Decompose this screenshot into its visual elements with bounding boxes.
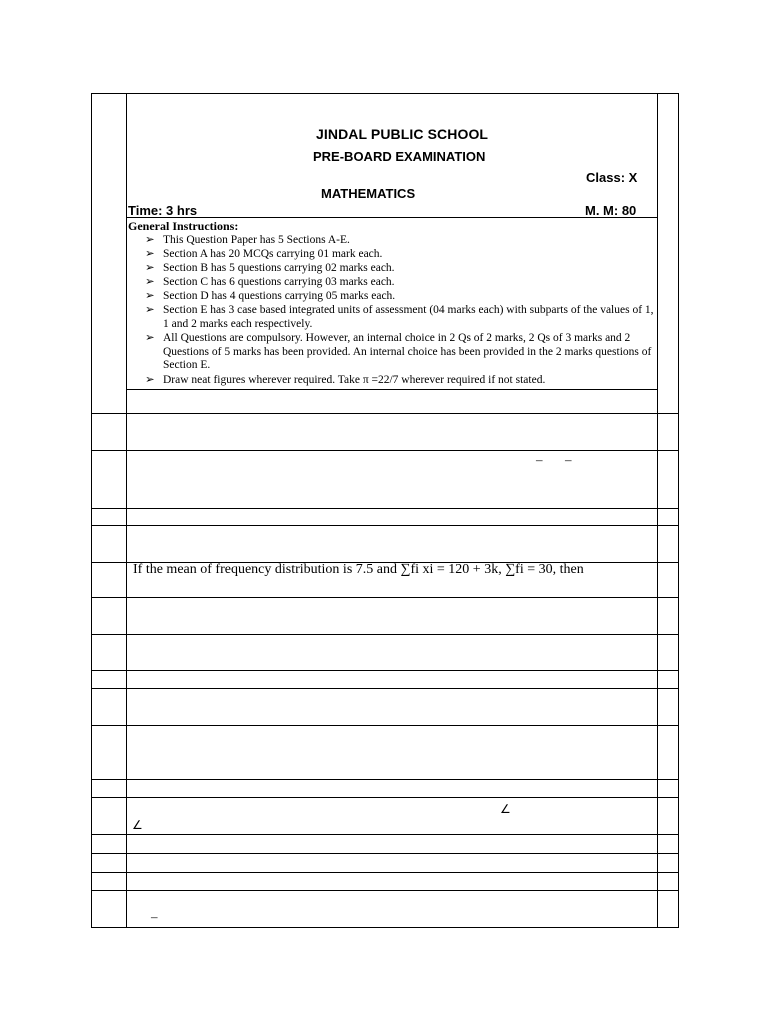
instruction-text: Draw neat figures wherever required. Take π =22/7 wherever required if not stated. [163,374,546,386]
arrow-bullet-icon: ➢ [145,290,155,302]
row-divider [91,688,679,689]
instruction-text: Section A has 20 MCQs carrying 01 mark each. [163,248,383,260]
instruction-item [145,290,657,304]
school-name: JINDAL PUBLIC SCHOOL [316,126,489,142]
instruction-text: All Questions are compulsory. However, an internal choice in 2 Qs of 2 marks, 2 Qs of 3 marks and 2 Questions of 5 marks has been provided. An internal choice has been provided in the 2 marks questions of Section E. [163,332,652,371]
table-border-right [678,93,679,928]
angle-symbol: ∠ [500,802,511,816]
row-divider [91,779,679,780]
max-marks-label: M. M: 80 [585,203,637,218]
row-divider [91,634,679,635]
instruction-text: This Question Paper has 5 Sections A-E. [163,234,350,246]
arrow-bullet-icon: ➢ [145,234,155,246]
class-label: Class: X [586,170,638,185]
table-column-divider-left [126,93,127,928]
arrow-bullet-icon: ➢ [145,248,155,260]
table-border-bottom [91,927,679,928]
angle-symbol: ∠ [132,818,143,832]
row-divider [91,725,679,726]
instruction-text: Section C has 6 questions carrying 03 marks each. [163,276,395,288]
dash-mark: – [565,452,572,467]
dash-mark: – [151,909,158,924]
row-divider [91,508,679,509]
instruction-text: Section D has 4 questions carrying 05 marks each. [163,290,396,302]
arrow-bullet-icon: ➢ [145,374,155,386]
row-divider [91,413,679,414]
row-divider [91,872,679,873]
table-border-left [91,93,92,928]
row-divider [91,450,679,451]
row-divider [91,890,679,891]
arrow-bullet-icon: ➢ [145,276,155,288]
subject-title: MATHEMATICS [321,186,416,201]
arrow-bullet-icon: ➢ [145,332,155,344]
table-column-divider-right [657,93,658,928]
instruction-item [145,332,657,373]
arrow-bullet-icon: ➢ [145,304,155,316]
row-divider [91,797,679,798]
instruction-item [145,276,657,290]
row-divider [91,834,679,835]
instruction-item [145,248,657,262]
time-label: Time: 3 hrs [128,203,198,218]
dash-mark: – [536,452,543,467]
table-border-top [91,93,679,94]
instruction-item [145,262,657,276]
header-divider [126,217,657,218]
row-divider [91,525,679,526]
instruction-item [145,374,657,388]
instruction-item [145,234,657,248]
row-divider [91,597,679,598]
exam-title: PRE-BOARD EXAMINATION [313,149,486,164]
instruction-item [145,304,657,331]
instruction-text: Section B has 5 questions carrying 02 marks each. [163,262,395,274]
row-divider [91,670,679,671]
question-text: If the mean of frequency distribution is 7.5 and ∑fi xi = 120 + 3k, ∑fi = 30, then [133,562,584,577]
instructions-divider [126,389,657,390]
instructions-title: General Instructions: [128,219,239,233]
arrow-bullet-icon: ➢ [145,262,155,274]
instruction-text: Section E has 3 case based integrated units of assessment (04 marks each) with subparts of the values of 1, 1 and 2 marks each respectively. [163,304,654,330]
row-divider [91,853,679,854]
